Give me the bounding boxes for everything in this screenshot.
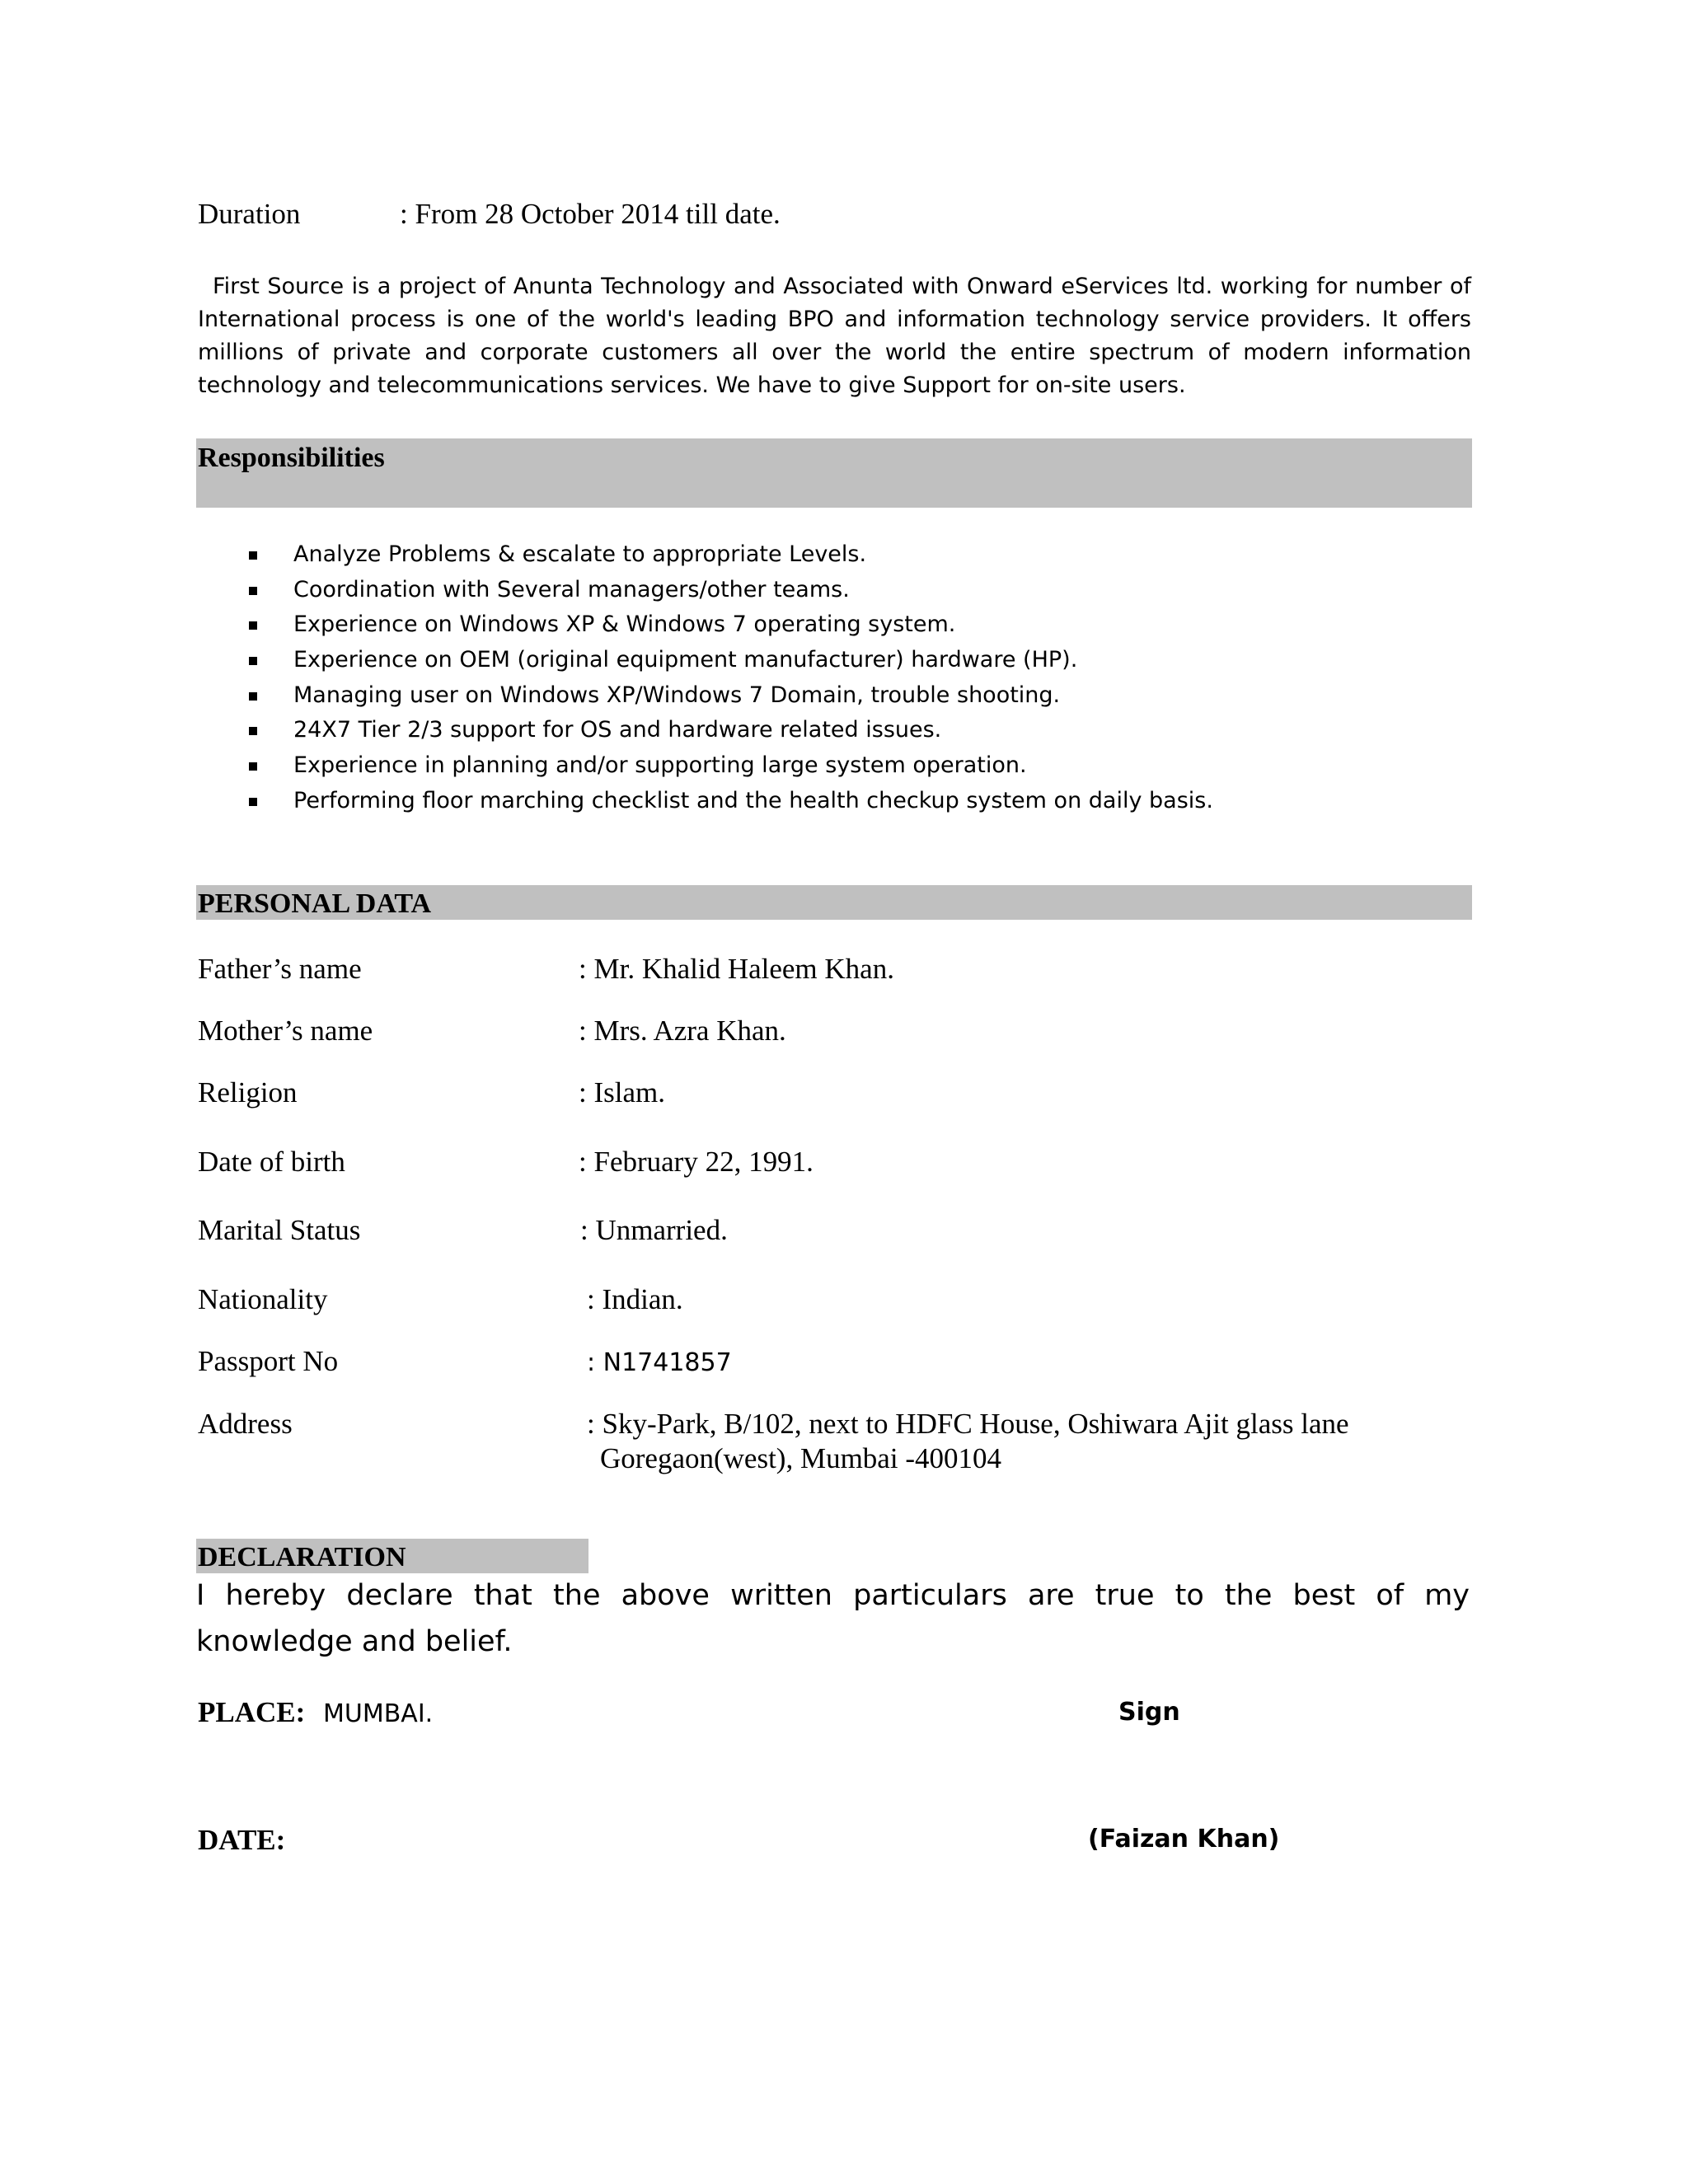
square-bullet-icon xyxy=(249,727,257,735)
square-bullet-icon xyxy=(249,551,257,560)
list-item-text: Experience on OEM (original equipment manufacturer) hardware (HP). xyxy=(293,647,1078,673)
marital-status-label: Marital Status xyxy=(198,1214,361,1246)
list-item-text: Performing floor marching checklist and the health checkup system on daily basis. xyxy=(293,787,1213,813)
declaration-header: DECLARATION xyxy=(196,1539,588,1573)
square-bullet-icon xyxy=(249,692,257,701)
fathers-name-label: Father’s name xyxy=(198,953,362,985)
date-of-birth-label: Date of birth xyxy=(198,1146,345,1178)
place-label: PLACE: xyxy=(198,1696,306,1728)
fathers-name-value: : Mr. Khalid Haleem Khan. xyxy=(579,953,894,985)
mothers-name-label: Mother’s name xyxy=(198,1015,373,1047)
address-value-line2: Goregaon(west), Mumbai -400104 xyxy=(600,1442,1001,1474)
square-bullet-icon xyxy=(249,798,257,806)
list-item-text: Experience on Windows XP & Windows 7 operating system. xyxy=(293,612,956,638)
signatory-name: (Faizan Khan) xyxy=(1088,1825,1280,1854)
square-bullet-icon xyxy=(249,762,257,771)
responsibilities-header: Responsibilities xyxy=(196,438,1472,508)
religion-label: Religion xyxy=(198,1076,298,1108)
list-item xyxy=(239,678,1459,714)
date-of-birth-value: : February 22, 1991. xyxy=(579,1146,814,1178)
passport-value: : N1741857 xyxy=(587,1348,732,1377)
list-item xyxy=(239,607,1459,643)
mothers-name-value: : Mrs. Azra Khan. xyxy=(579,1015,786,1047)
sign-label: Sign xyxy=(1118,1698,1180,1727)
declaration-text: I hereby declare that the above written particulars are true to the best of my knowledge and belief. xyxy=(196,1579,1470,1658)
passport-label: Passport No xyxy=(198,1345,339,1377)
place-value: MUMBAI. xyxy=(323,1699,434,1728)
address-value-line1: : Sky-Park, B/102, next to HDFC House, Oshiwara Ajit glass lane xyxy=(587,1408,1349,1440)
list-item-text: Experience in planning and/or supporting large system operation. xyxy=(293,752,1027,779)
intro-paragraph: First Source is a project of Anunta Technology and Associated with Onward eServices ltd. working for number of International process is one of the world's leading BPO and information technology service providers. It offers millions of private and corporate customers all over the world the entire spectrum of modern information technology and telecommunications services. We have to give Support for on-site users. xyxy=(198,274,1471,398)
list-item-text: 24X7 Tier 2/3 support for OS and hardware related issues. xyxy=(293,717,942,743)
list-item xyxy=(239,643,1459,678)
duration-label: Duration xyxy=(198,198,301,230)
nationality-value: : Indian. xyxy=(587,1283,683,1315)
date-label: DATE: xyxy=(198,1824,286,1856)
list-item xyxy=(239,713,1459,748)
address-label: Address xyxy=(198,1408,293,1440)
square-bullet-icon xyxy=(249,621,257,630)
duration-value: : From 28 October 2014 till date. xyxy=(400,198,781,230)
list-item-text: Coordination with Several managers/other teams. xyxy=(293,576,850,602)
list-item xyxy=(239,537,1459,573)
list-item-text: Managing user on Windows XP/Windows 7 Domain, trouble shooting. xyxy=(293,682,1061,708)
square-bullet-icon xyxy=(249,657,257,665)
list-item xyxy=(239,573,1459,608)
marital-status-value: : Unmarried. xyxy=(580,1214,728,1246)
personal-data-header: PERSONAL DATA xyxy=(196,885,1472,920)
list-item xyxy=(239,748,1459,784)
responsibilities-list xyxy=(239,537,1459,819)
list-item-text: Analyze Problems & escalate to appropriate Levels. xyxy=(293,541,867,567)
list-item xyxy=(239,784,1459,819)
religion-value: : Islam. xyxy=(579,1076,665,1108)
square-bullet-icon xyxy=(249,587,257,595)
nationality-label: Nationality xyxy=(198,1283,328,1315)
